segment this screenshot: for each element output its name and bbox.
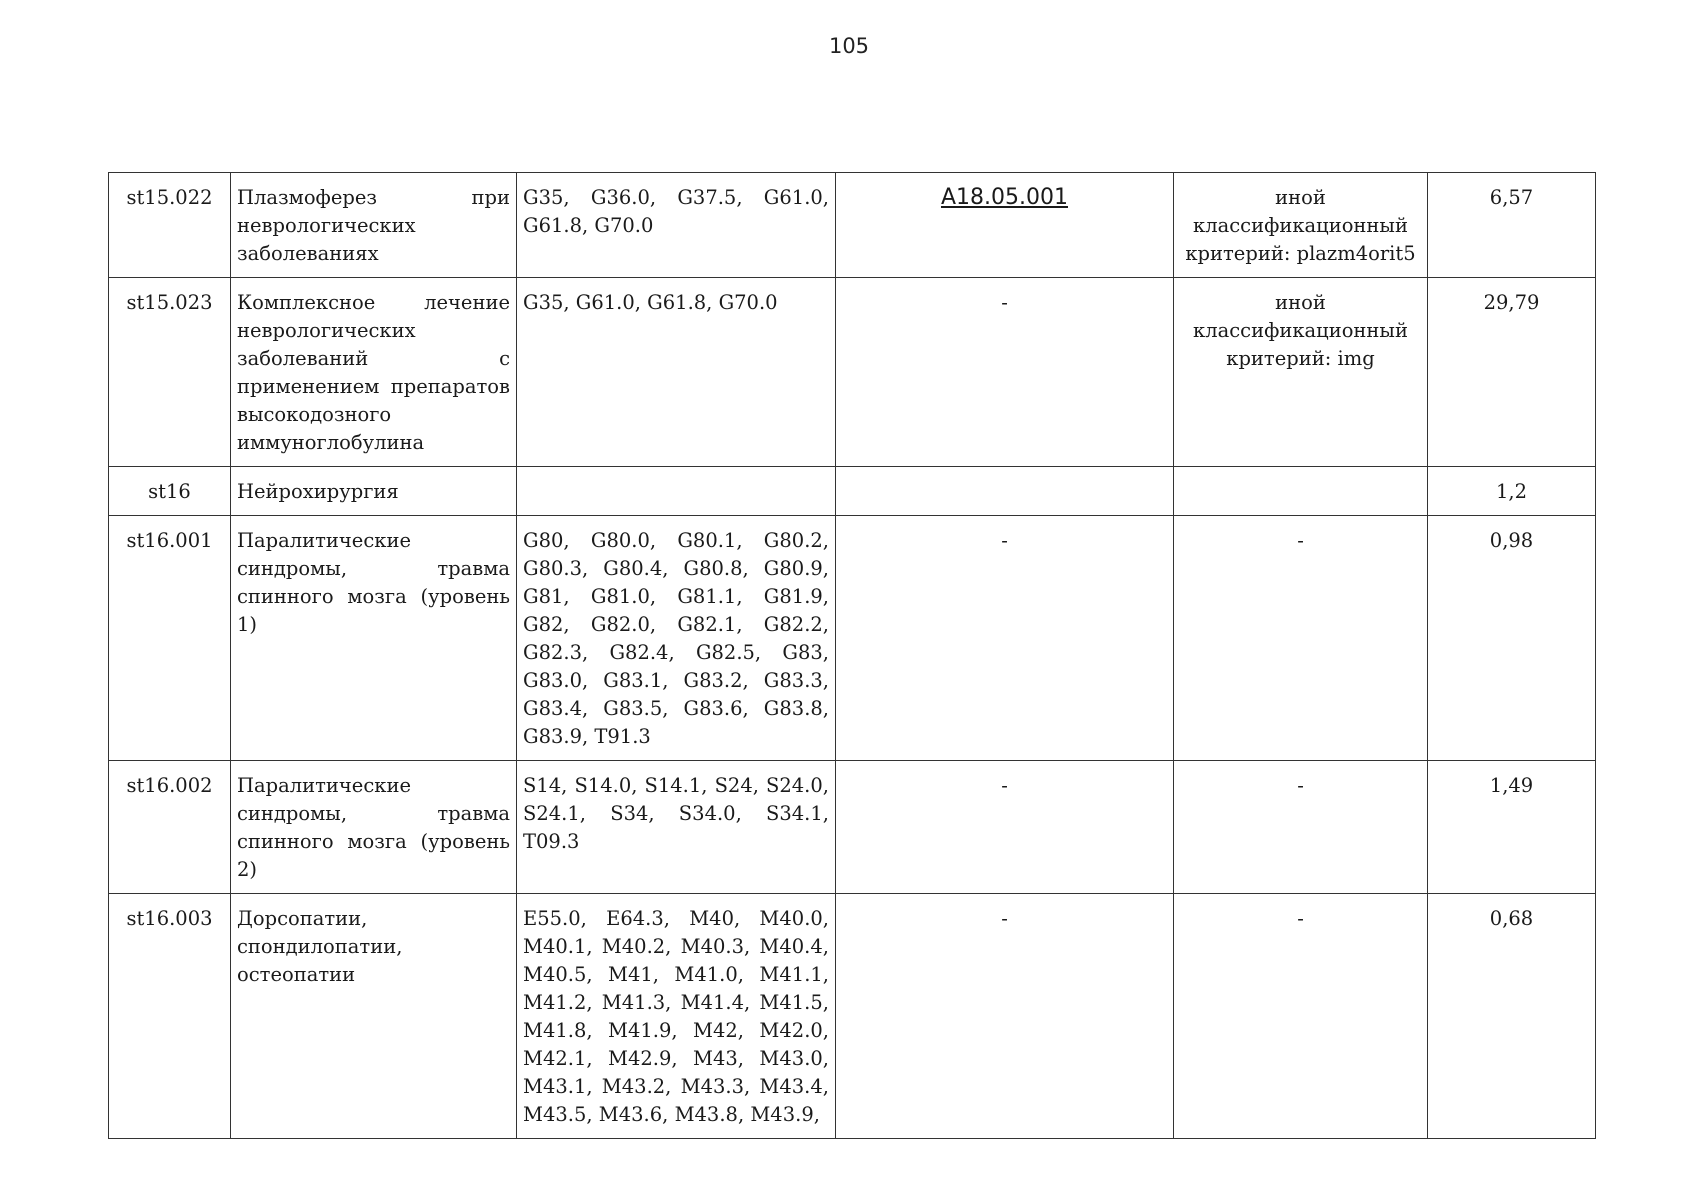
row-service-cell: [836, 173, 1174, 278]
row-service: -: [836, 761, 1174, 894]
row-criterion: -: [1174, 761, 1428, 894]
row-coefficient: 1,2: [1428, 467, 1596, 516]
table-row: [109, 467, 1596, 516]
row-coefficient: 0,98: [1428, 516, 1596, 761]
row-name: Нейрохирургия: [231, 467, 517, 516]
table-row: [109, 761, 1596, 894]
row-name: Паралитические синдромы, травма спинного мозга (уровень 1): [231, 516, 517, 761]
row-code: st16: [109, 467, 231, 516]
row-mkb-codes: S14, S14.0, S14.1, S24, S24.0, S24.1, S34, S34.0, S34.1, T09.3: [517, 761, 836, 894]
row-name: Паралитические синдромы, травма спинного мозга (уровень 2): [231, 761, 517, 894]
row-criterion: -: [1174, 516, 1428, 761]
row-criterion: -: [1174, 894, 1428, 1139]
table-row: [109, 278, 1596, 467]
row-service: -: [836, 894, 1174, 1139]
row-code: st15.023: [109, 278, 231, 467]
row-name: Плазмоферез при неврологических заболеваниях: [231, 173, 517, 278]
row-code: st16.001: [109, 516, 231, 761]
row-service: -: [836, 278, 1174, 467]
row-coefficient: 6,57: [1428, 173, 1596, 278]
table-row: [109, 516, 1596, 761]
row-name: Комплексное лечение неврологических заболеваний с применением препаратов высокодозного иммуноглобулина: [231, 278, 517, 467]
row-mkb-codes: E55.0, E64.3, M40, M40.0, M40.1, M40.2, M40.3, M40.4, M40.5, M41, M41.0, M41.1, M41.2, M41.3, M41.4, M41.5, M41.8, M41.9, M42, M42.0, M42.1, M42.9, M43, M43.0, M43.1, M43.2, M43.3, M43.4, M43.5, M43.6, M43.8, M43.9,: [517, 894, 836, 1139]
tariff-table: [108, 172, 1596, 1139]
row-mkb-codes: G35, G61.0, G61.8, G70.0: [517, 278, 836, 467]
row-coefficient: 29,79: [1428, 278, 1596, 467]
row-criterion: иной классификационный критерий: img: [1174, 278, 1428, 467]
row-mkb-codes: [517, 467, 836, 516]
row-coefficient: 0,68: [1428, 894, 1596, 1139]
table-row: [109, 894, 1596, 1139]
row-service: -: [836, 516, 1174, 761]
table-row: [109, 173, 1596, 278]
row-criterion: [1174, 467, 1428, 516]
row-service: [836, 467, 1174, 516]
row-mkb-codes: G35, G36.0, G37.5, G61.0, G61.8, G70.0: [517, 173, 836, 278]
row-code: st16.002: [109, 761, 231, 894]
page-number: 105: [828, 34, 870, 58]
row-coefficient: 1,49: [1428, 761, 1596, 894]
row-code: st15.022: [109, 173, 231, 278]
row-code: st16.003: [109, 894, 231, 1139]
service-code-link[interactable]: A18.05.001: [940, 185, 1068, 210]
row-mkb-codes: G80, G80.0, G80.1, G80.2, G80.3, G80.4, G80.8, G80.9, G81, G81.0, G81.1, G81.9, G82, G82.0, G82.1, G82.2, G82.3, G82.4, G82.5, G83, G83.0, G83.1, G83.2, G83.3, G83.4, G83.5, G83.6, G83.8, G83.9, T91.3: [517, 516, 836, 761]
row-criterion: иной классификационный критерий: plazm4orit5: [1174, 173, 1428, 278]
row-name: Дорсопатии, спондилопатии, остеопатии: [231, 894, 517, 1139]
